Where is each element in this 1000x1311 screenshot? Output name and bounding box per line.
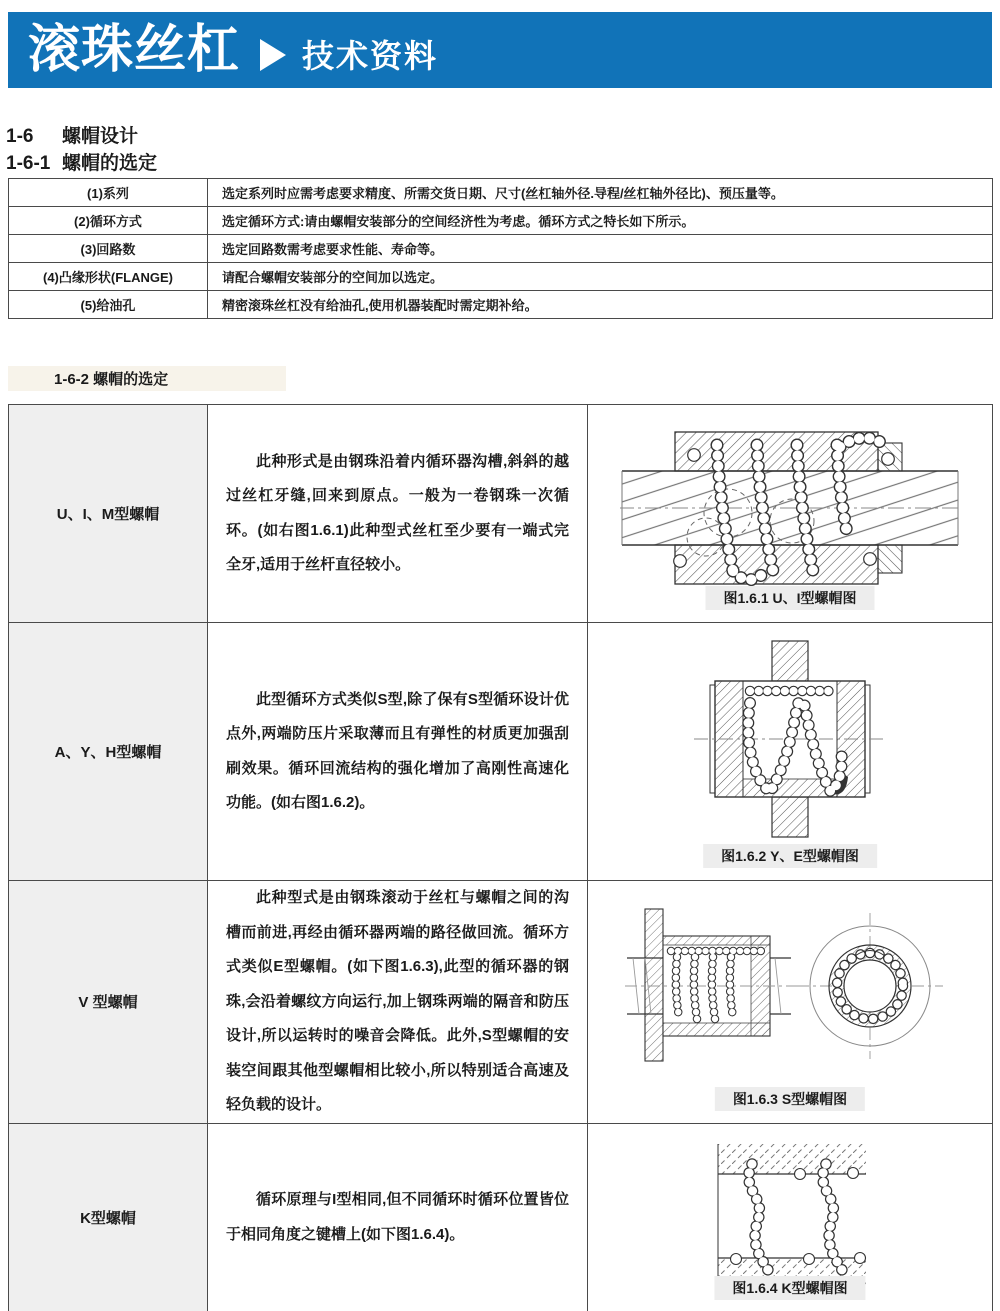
heading-number: 1-6-1 bbox=[6, 153, 51, 174]
figure-wrap bbox=[588, 623, 992, 880]
arrow-right-icon bbox=[260, 39, 286, 71]
table-row bbox=[9, 179, 993, 207]
criteria-label: (2)循环方式 bbox=[9, 207, 208, 235]
ball-chains bbox=[749, 1164, 842, 1270]
nut-type-description bbox=[208, 623, 588, 881]
figure-wrap bbox=[588, 405, 992, 622]
table-row bbox=[9, 291, 993, 319]
nut-type-figure-cell bbox=[588, 405, 993, 623]
banner-subtitle: 技术资料 bbox=[302, 38, 439, 74]
nut-type-description bbox=[208, 405, 588, 623]
nut-type-label: K型螺帽 bbox=[9, 1123, 208, 1311]
heading-1-6 bbox=[6, 121, 138, 148]
criteria-text: 精密滚珠丝杠没有给油孔,使用机器装配时需定期补给。 bbox=[208, 291, 993, 319]
figure-caption: 图1.6.1 U、I型螺帽图 bbox=[705, 586, 874, 610]
criteria-label: (4)凸缘形状(FLANGE) bbox=[9, 263, 208, 291]
criteria-label: (5)给油孔 bbox=[9, 291, 208, 319]
nut-type-figure-cell bbox=[588, 623, 993, 881]
table-row bbox=[9, 235, 993, 263]
criteria-label: (3)回路数 bbox=[9, 235, 208, 263]
heading-1-6-1 bbox=[6, 148, 157, 175]
section-bar-1-6-2 bbox=[8, 366, 286, 391]
selection-criteria-table bbox=[8, 178, 993, 319]
description-paragraph: 此型循环方式类似S型,除了保有S型循环设计优点外,两端防压片采取薄而且有弹性的材质更加强刮刷效果。循环回流结构的强化增加了高刚性高速化功能。(如右图1.6.2)。 bbox=[226, 690, 569, 811]
table-row bbox=[9, 207, 993, 235]
k-nut-diagram bbox=[710, 1142, 870, 1292]
criteria-text: 选定回路数需考虑要求性能、寿命等。 bbox=[208, 235, 993, 263]
nut-type-label: A、Y、H型螺帽 bbox=[9, 623, 208, 881]
end-view bbox=[797, 913, 943, 1059]
ayh-nut-diagram bbox=[690, 639, 890, 839]
nut-type-table bbox=[8, 404, 993, 1311]
figure-wrap bbox=[588, 1124, 992, 1311]
section-bar-title: 1-6-2 螺帽的选定 bbox=[54, 371, 169, 388]
figure-caption: 图1.6.4 K型螺帽图 bbox=[714, 1276, 865, 1300]
nut-type-description bbox=[208, 1123, 588, 1311]
table-row bbox=[9, 405, 993, 623]
table-row bbox=[9, 623, 993, 881]
criteria-text: 请配合螺帽安装部分的空间加以选定。 bbox=[208, 263, 993, 291]
criteria-label: (1)系列 bbox=[9, 179, 208, 207]
figure-caption: 图1.6.3 S型螺帽图 bbox=[715, 1087, 865, 1111]
description-paragraph: 此种形式是由钢珠沿着内循环器沟槽,斜斜的越过丝杠牙缝,回来到原点。一般为一卷钢珠一次循环。(如右图1.6.1)此种型式丝杠至少要有一端式完全牙,适用于丝杆直径较小。 bbox=[226, 452, 569, 573]
table-row bbox=[9, 263, 993, 291]
nut-type-label: U、I、M型螺帽 bbox=[9, 405, 208, 623]
side-view bbox=[625, 909, 797, 1061]
figure-caption: 图1.6.2 Y、E型螺帽图 bbox=[703, 844, 877, 868]
description-paragraph: 循环原理与I型相同,但不同循环时循环位置皆位于相同角度之键槽上(如下图1.6.4)。 bbox=[226, 1191, 569, 1243]
nut-type-label: V 型螺帽 bbox=[9, 881, 208, 1124]
s-nut-diagram bbox=[625, 901, 955, 1071]
table-row bbox=[9, 1123, 993, 1311]
heading-number: 1-6 bbox=[6, 126, 34, 147]
nut-type-figure-cell bbox=[588, 881, 993, 1124]
description-paragraph: 此种型式是由钢珠滚动于丝杠与螺帽之间的沟槽而前进,再经由循环器两端的路径做回流。循环方式类似E型螺帽。(如下图1.6.3),此型的循环器的钢珠,会沿着螺纹方向运行,加上钢珠两端的隔音和防压设计,所以运转时的噪音会降低。此外,S型螺帽的安装空间跟其他型螺帽相比较小,所以特别适合高速及轻负载的设计。 bbox=[226, 889, 569, 1113]
nut-type-description bbox=[208, 881, 588, 1124]
criteria-text: 选定循环方式:请由螺帽安装部分的空间经济性为考虑。循环方式之特长如下所示。 bbox=[208, 207, 993, 235]
page-banner bbox=[8, 12, 992, 88]
figure-wrap bbox=[588, 881, 992, 1123]
heading-text: 螺帽设计 bbox=[62, 126, 139, 147]
criteria-text: 选定系列时应需考虑要求精度、所需交货日期、尺寸(丝杠轴外径.导程/丝杠轴外径比)、预压量等。 bbox=[208, 179, 993, 207]
banner-title: 滚珠丝杠 bbox=[28, 21, 241, 79]
uim-nut-diagram bbox=[620, 429, 960, 587]
nut-type-figure-cell bbox=[588, 1123, 993, 1311]
heading-text: 螺帽的选定 bbox=[62, 153, 158, 174]
table-row bbox=[9, 881, 993, 1124]
